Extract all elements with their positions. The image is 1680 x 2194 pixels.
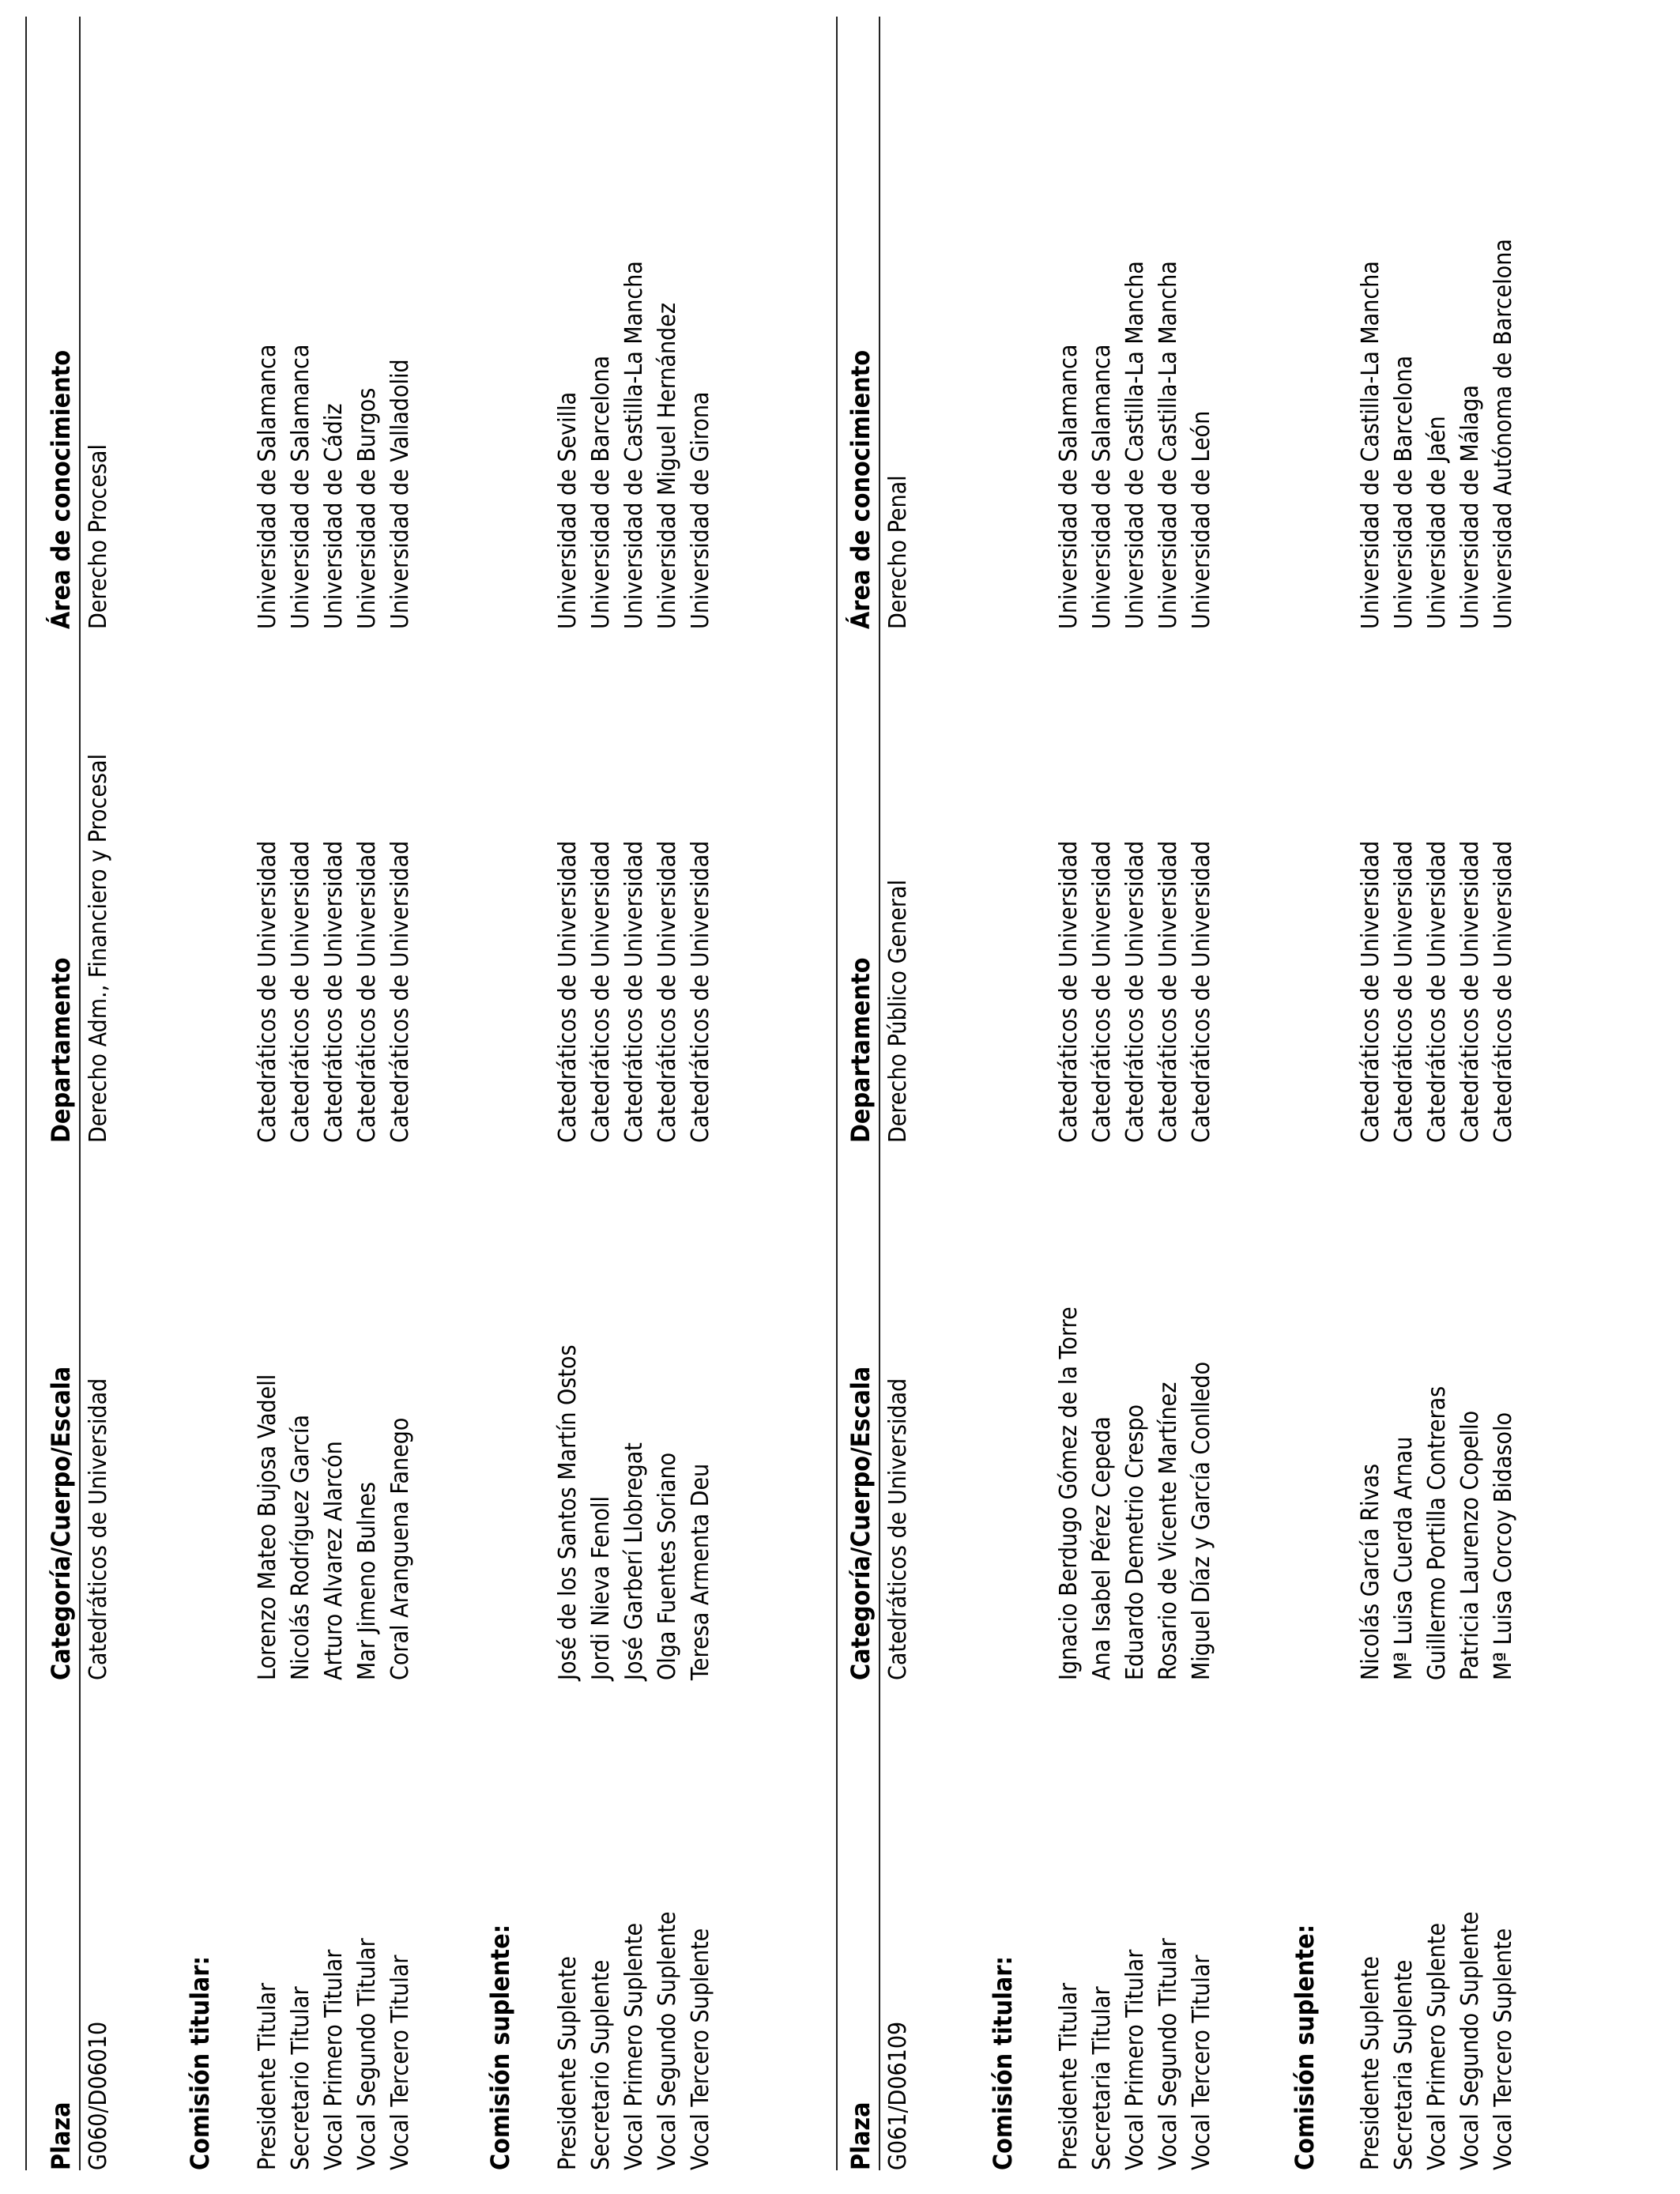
role: Presidente Titular [254, 1982, 281, 2170]
suplente-names [1354, 1386, 1520, 1680]
member-university: Universidad de Salamanca [1055, 344, 1083, 629]
role: Presidente Suplente [1357, 1956, 1384, 2170]
member-university: Universidad de Barcelona [1390, 355, 1418, 629]
member-name: Arturo Alvarez Alarcón [320, 1441, 348, 1680]
member-name: Nicolás García Rivas [1357, 1463, 1384, 1680]
titular-roles [251, 1938, 417, 2170]
suplente-universities [1354, 239, 1520, 629]
suplente-universities [552, 261, 718, 629]
member-category: Catedráticos de Universidad [1121, 840, 1149, 1143]
member-university: Universidad de Burgos [353, 387, 381, 629]
member-name: Coral Aranguena Fanego [386, 1417, 414, 1680]
member-category: Catedráticos de Universidad [654, 840, 681, 1143]
role: Vocal Segundo Suplente [654, 1911, 681, 2170]
plaza-code: G060/D06010 [85, 2021, 112, 2170]
member-name: Jordi Nieva Fenoll [587, 1495, 615, 1680]
member-name: Nicolás Rodríguez García [287, 1414, 315, 1680]
suplente-roles [1354, 1911, 1520, 2170]
titular-categories [1053, 841, 1219, 1143]
member-category: Catedráticos de Universidad [1188, 840, 1215, 1143]
member-university: Universidad de Sevilla [554, 391, 582, 629]
member-name: Guillermo Portilla Contreras [1423, 1385, 1451, 1680]
member-university: Universidad de Jaén [1423, 416, 1451, 629]
member-university: Universidad de Salamanca [287, 344, 315, 629]
member-university: Universidad de Castilla-La Mancha [1155, 261, 1182, 629]
role: Presidente Titular [1055, 1982, 1083, 2170]
member-university: Universidad de Valladolid [386, 359, 414, 629]
header-rule [879, 17, 880, 2170]
member-category: Catedráticos de Universidad [620, 840, 648, 1143]
member-university: Universidad Autónoma de Barcelona [1490, 239, 1517, 629]
role: Vocal Primero Suplente [1423, 1922, 1451, 2170]
member-university: Universidad de Cádiz [320, 403, 348, 629]
role: Vocal Segundo Suplente [1456, 1911, 1484, 2170]
role: Vocal Primero Titular [320, 1949, 348, 2170]
member-category: Catedráticos de Universidad [687, 840, 714, 1143]
role: Vocal Primero Suplente [620, 1922, 648, 2170]
role: Secretario Suplente [587, 1959, 615, 2170]
role: Vocal Tercero Suplente [1490, 1928, 1517, 2170]
member-university: Universidad de Salamanca [1088, 344, 1116, 629]
member-category: Catedráticos de Universidad [353, 840, 381, 1143]
member-name: Mª Luisa Cuerda Arnau [1390, 1436, 1418, 1680]
comision-suplente-heading: Comisión suplente: [485, 1924, 515, 2170]
comision-titular-heading: Comisión titular: [185, 1955, 215, 2170]
titular-categories [251, 841, 417, 1143]
suplente-names [552, 1344, 718, 1680]
member-university: Universidad de Castilla-La Mancha [620, 261, 648, 629]
member-category: Catedráticos de Universidad [254, 840, 281, 1143]
comision-suplente-heading: Comisión suplente: [1290, 1924, 1320, 2170]
header-plaza: Plaza [46, 2102, 76, 2170]
header-area: Área de conocimiento [46, 349, 76, 629]
member-name: José Garberí Llobregat [620, 1442, 648, 1680]
top-rule [836, 17, 838, 2170]
plaza-code: G061/D06109 [884, 2021, 912, 2170]
member-name: Rosario de Vicente Martínez [1155, 1382, 1182, 1680]
header-categoria: Categoría/Cuerpo/Escala [846, 1366, 876, 1680]
member-university: Universidad de Salamanca [254, 344, 281, 629]
member-name: Lorenzo Mateo Bujosa Vadell [254, 1374, 281, 1680]
header-departamento: Departamento [846, 957, 876, 1143]
member-category: Catedráticos de Universidad [587, 840, 615, 1143]
member-name: Olga Fuentes Soriano [654, 1452, 681, 1680]
plaza-departamento: Derecho Adm., Financiero y Procesal [85, 753, 112, 1143]
plaza-area: Derecho Procesal [85, 444, 112, 629]
top-rule [25, 17, 27, 2170]
member-category: Catedráticos de Universidad [320, 840, 348, 1143]
suplente-categories [552, 841, 718, 1143]
header-area: Área de conocimiento [846, 349, 876, 629]
role: Vocal Tercero Suplente [687, 1928, 714, 2170]
member-category: Catedráticos de Universidad [1490, 840, 1517, 1143]
header-rule [79, 17, 81, 2170]
plaza-area: Derecho Penal [884, 475, 912, 629]
header-categoria: Categoría/Cuerpo/Escala [46, 1366, 76, 1680]
titular-universities [1053, 261, 1219, 629]
role: Secretaria Suplente [1390, 1959, 1418, 2170]
role: Secretaria Titular [1088, 1986, 1116, 2170]
member-category: Catedráticos de Universidad [1055, 840, 1083, 1143]
member-name: Eduardo Demetrio Crespo [1121, 1404, 1149, 1680]
member-university: Universidad de Castilla-La Mancha [1357, 261, 1384, 629]
role: Vocal Segundo Titular [353, 1938, 381, 2170]
member-category: Catedráticos de Universidad [386, 840, 414, 1143]
member-category: Catedráticos de Universidad [1390, 840, 1418, 1143]
member-university: Universidad de Málaga [1456, 385, 1484, 629]
plaza-categoria: Catedráticos de Universidad [884, 1378, 912, 1680]
member-category: Catedráticos de Universidad [1155, 840, 1182, 1143]
comision-titular-heading: Comisión titular: [988, 1955, 1018, 2170]
role: Secretario Titular [287, 1986, 315, 2170]
titular-roles [1053, 1938, 1219, 2170]
member-category: Catedráticos de Universidad [554, 840, 582, 1143]
member-category: Catedráticos de Universidad [287, 840, 315, 1143]
role: Vocal Tercero Titular [1188, 1955, 1215, 2170]
member-name: Mª Luisa Corcoy Bidasolo [1490, 1412, 1517, 1680]
member-name: Patricia Laurenzo Copello [1456, 1410, 1484, 1680]
header-departamento: Departamento [46, 957, 76, 1143]
member-university: Universidad de León [1188, 410, 1215, 629]
member-category: Catedráticos de Universidad [1357, 840, 1384, 1143]
member-name: Miguel Díaz y García Conlledo [1188, 1361, 1215, 1680]
member-university: Universidad Miguel Hernández [654, 302, 681, 629]
member-name: Teresa Armenta Deu [687, 1463, 714, 1680]
member-name: Mar Jimeno Bulnes [353, 1481, 381, 1680]
header-plaza: Plaza [846, 2102, 876, 2170]
titular-names [251, 1374, 417, 1680]
role: Vocal Segundo Titular [1155, 1938, 1182, 2170]
member-category: Catedráticos de Universidad [1088, 840, 1116, 1143]
plaza-categoria: Catedráticos de Universidad [85, 1378, 112, 1680]
suplente-roles [552, 1911, 718, 2170]
suplente-categories [1354, 841, 1520, 1143]
member-name: José de los Santos Martín Ostos [554, 1344, 582, 1680]
plaza-departamento: Derecho Público General [884, 880, 912, 1143]
member-university: Universidad de Castilla-La Mancha [1121, 261, 1149, 629]
member-category: Catedráticos de Universidad [1423, 840, 1451, 1143]
role: Presidente Suplente [554, 1956, 582, 2170]
member-name: Ana Isabel Pérez Cepeda [1088, 1416, 1116, 1680]
member-category: Catedráticos de Universidad [1456, 840, 1484, 1143]
member-name: Ignacio Berdugo Gómez de la Torre [1055, 1306, 1083, 1680]
titular-names [1053, 1306, 1219, 1680]
member-university: Universidad de Barcelona [587, 355, 615, 629]
member-university: Universidad de Girona [687, 391, 714, 629]
role: Vocal Primero Titular [1121, 1949, 1149, 2170]
role: Vocal Tercero Titular [386, 1955, 414, 2170]
titular-universities [251, 345, 417, 629]
